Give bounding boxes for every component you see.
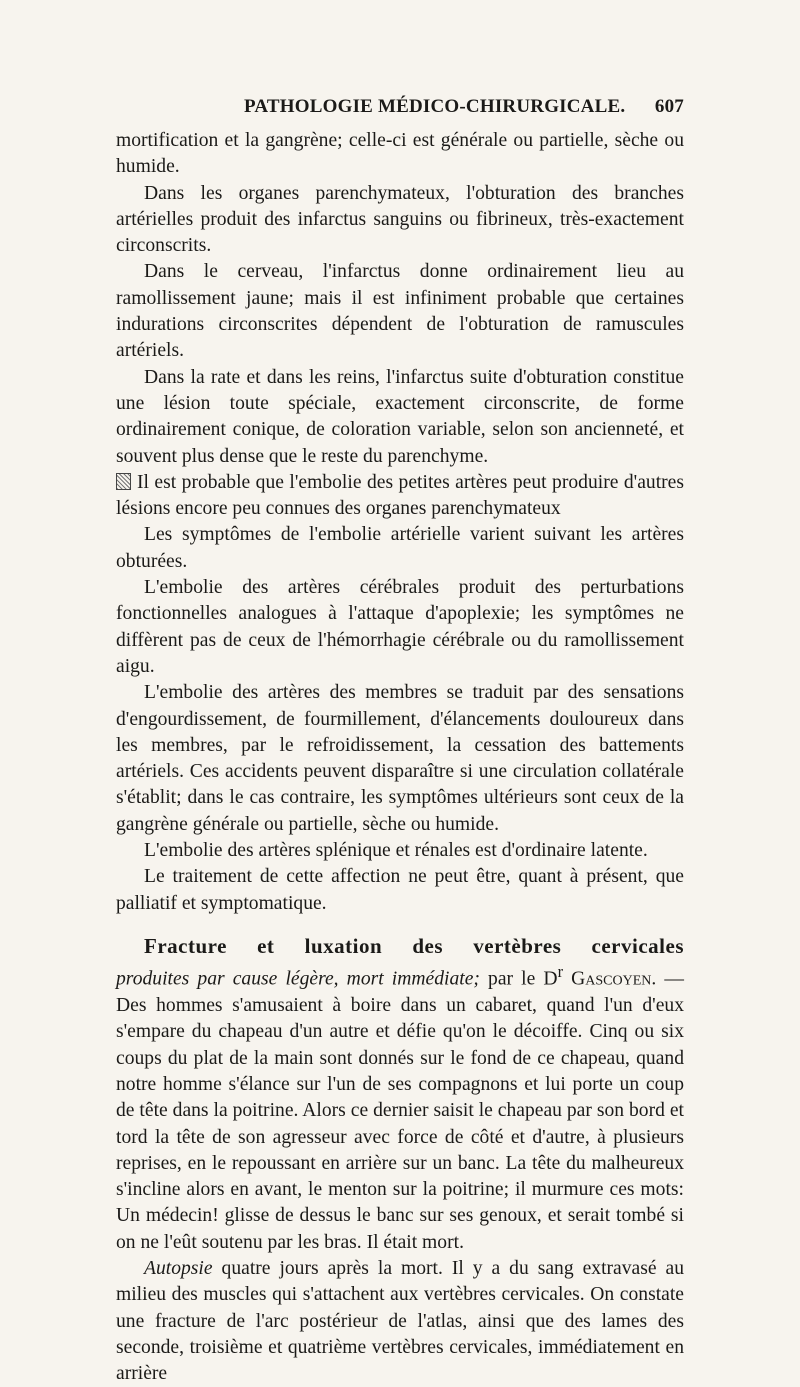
section-intro-text: — Des hommes s'amusaient à boire dans un cabaret, quand l'un d'eux s'empare du chapeau d'un autre et défie qu'on le décoiffe. Cinq ou six coups du plat de la main sont donnés sur le fond de ce chapeau, quand notre homme s'élance sur l'un de ses compagnons et lui porte un coup de tête dans la poitrine. Alors ce dernier saisit le chapeau par son bord et tord la tête de son agresseur avec force de côté et d'autre, à plusieurs reprises, en le repoussant en arrière sur un banc. La tête du malheureux s'incline alors en avant, le menton sur la poitrine; il murmure ces mots: Un médecin! glisse de dessus le banc sur ses genoux, et serait tombé si on ne l'eût soutenu par les bras. Il était mort. (116, 968, 684, 1253)
body-text (116, 128, 684, 1387)
paragraph-text: Il est probable que l'embolie des petites artères peut produire d'autres lésions encore peu connues des organes parenchymateux (116, 471, 684, 520)
running-head (116, 96, 684, 122)
paragraph: L'embolie des artères splénique et rénales est d'ordinaire latente. (144, 840, 648, 862)
running-title: PATHOLOGIE MÉDICO-CHIRURGICALE. (244, 96, 626, 117)
section-subtitle: produites par cause légère, mort immédiate; (116, 968, 480, 990)
paragraph: Dans les organes parenchymateux, l'obturation des branches artérielles produit des infarctus sanguins ou fibrineux, très-exactement circonscrits. (116, 182, 684, 257)
section-intro (116, 959, 684, 1256)
paragraph: Dans la rate et dans les reins, l'infarctus suite d'obturation constitue une lésion toute spéciale, exactement circonscrite, de forme ordinairement conique, de coloration variable, selon son ancienneté, et souvent plus dense que le reste du parenchyme. (116, 366, 684, 467)
paragraph: L'embolie des artères des membres se traduit par des sensations d'engourdissement, de fourmillement, d'élancements douloureux dans les membres, par le refroidissement, la cessation des battements artériels. Ces accidents peuvent disparaître si une circulation collatérale s'établit; dans le cas contraire, les symptômes ultérieurs sont ceux de la gangrène générale ou partielle, sèche ou humide. (116, 682, 684, 835)
paragraph-with-mark (116, 470, 684, 523)
paragraph-continued: mortification et la gangrène; celle-ci est générale ou partielle, sèche ou humide. (116, 130, 684, 178)
paragraph: Dans le cerveau, l'infarctus donne ordinairement lieu au ramollissement jaune; mais il est infiniment probable que certaines indurations circonscrites dépendent de l'obturation de ramuscules artériels. (116, 261, 684, 362)
autopsy-label: Autopsie (144, 1258, 213, 1279)
autopsy-text: quatre jours après la mort. Il y a du sang extravasé au milieu des muscles qui s'attachent aux vertèbres cervicales. On constate une fracture de l'arc postérieur de l'atlas, ainsi que des lames des seconde, troisième et quatrième vertèbres cervicales, immédiatement en arrière (116, 1258, 684, 1385)
paragraph: Les symptômes de l'embolie artérielle varient suivant les artères obturées. (116, 524, 684, 572)
byline: par le D (479, 968, 558, 990)
printer-mark-icon (116, 473, 131, 490)
section-title: Fracture et luxation des vertèbres cervicales (144, 933, 684, 958)
paragraph: Le traitement de cette affection ne peut être, quant à présent, que palliatif et symptomatique. (116, 866, 684, 914)
paragraph: L'embolie des artères cérébrales produit des perturbations fonctionnelles analogues à l'attaque d'apoplexie; les symptômes ne diffèrent pas de ceux de l'hémorrhagie cérébrale ou du ramollissement aigu. (116, 577, 684, 677)
page-number: 607 (654, 96, 684, 117)
autopsy-paragraph (116, 1256, 684, 1387)
byline-sup: r (557, 962, 563, 982)
author-name: Gascoyen. (563, 968, 657, 990)
